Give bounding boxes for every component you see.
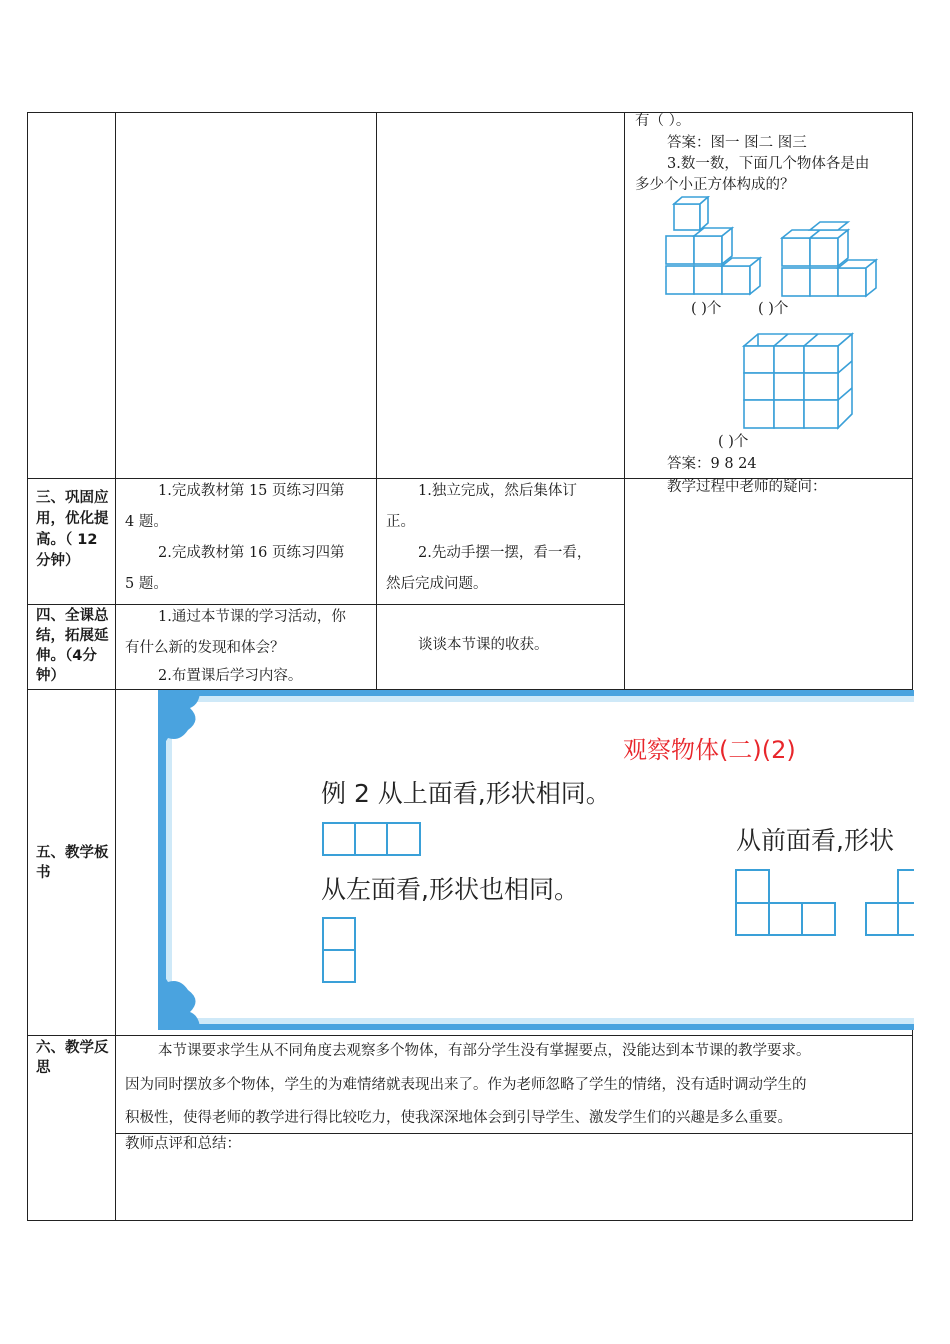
answer-figures: 答案：图一 图二 图三 <box>667 135 807 151</box>
section-4-teacher-1b: 有什么新的发现和体会？ <box>125 640 285 656</box>
teacher-question-note: 教学过程中老师的疑问： <box>667 479 827 495</box>
table-border-top <box>27 112 913 113</box>
teacher-comment-label: 教师点评和总结： <box>125 1136 241 1152</box>
board-line-left-view: 从左面看,形状也相同。 <box>321 875 579 904</box>
section-4-teacher-1: 1.通过本节课的学习活动，你 <box>158 609 346 625</box>
blank-answer-b: ( )个 <box>758 301 789 317</box>
section-3-student-1b: 正。 <box>386 514 415 530</box>
table-border-left <box>27 112 28 1220</box>
section-3-label: 三、巩固应用，优化提高。（ 12 分钟） <box>36 490 109 569</box>
board-frame <box>158 690 914 1030</box>
question-tail: 有（ ）。 <box>635 113 691 129</box>
reflection-line-3: 积极性，使得老师的教学进行得比较吃力，使我深深地体会到引导学生、激发学生们的兴趣是多么重要。 <box>125 1110 792 1126</box>
question-3-line1: 3.数一数，下面几个物体各是由 <box>667 156 870 172</box>
col-divider-2 <box>376 112 377 689</box>
section-3-student-1: 1.独立完成，然后集体订 <box>418 483 577 499</box>
table-border-right <box>912 112 913 1220</box>
section-3-teacher-2b: 5 题。 <box>125 576 168 592</box>
section-4-student: 谈谈本节课的收获。 <box>418 637 549 653</box>
blackboard-image <box>158 690 914 1030</box>
section-5-label: 五、教学板书 <box>36 845 109 881</box>
section-3-teacher-1: 1.完成教材第 15 页练习四第 <box>158 483 345 499</box>
section-3-teacher-2: 2.完成教材第 16 页练习四第 <box>158 545 345 561</box>
col-divider-1 <box>115 112 116 1220</box>
col-divider-3 <box>624 112 625 689</box>
table-border-bottom <box>27 1220 913 1221</box>
cube-figure-2 <box>780 218 888 298</box>
blank-answer-c: ( )个 <box>718 434 749 450</box>
section-3-student-2b: 然后完成问题。 <box>386 576 488 592</box>
answer-counts: 答案：9 8 24 <box>667 456 757 472</box>
board-line-front-view: 从前面看,形状 <box>736 826 894 855</box>
cube-figure-3 <box>740 318 856 432</box>
reflection-line-2: 因为同时摆放多个物体，学生的为难情绪就表现出来了。作为老师忽略了学生的情绪，没有适时调动学生的 <box>125 1077 807 1093</box>
section-6-label: 六、教学反思 <box>36 1040 109 1076</box>
board-line-top-view: 例 2 从上面看,形状相同。 <box>321 779 611 808</box>
section-3-teacher-1b: 4 题。 <box>125 514 168 530</box>
section-4-teacher-2: 2.布置课后学习内容。 <box>158 668 303 684</box>
reflection-line-1: 本节课要求学生从不同角度去观察多个物体，有部分学生没有掌握要点，没能达到本节课的教学要求。 <box>158 1043 811 1059</box>
cube-figure-1 <box>664 196 770 298</box>
board-title: 观察物体(二)(2) <box>623 736 796 764</box>
blank-answer-a: ( )个 <box>691 301 722 317</box>
section-4-label: 四、全课总结，拓展延伸。（4分钟） <box>36 608 109 684</box>
question-3-line2: 多少个小正方体构成的？ <box>635 177 795 193</box>
section-3-student-2: 2.先动手摆一摆，看一看， <box>418 545 592 561</box>
